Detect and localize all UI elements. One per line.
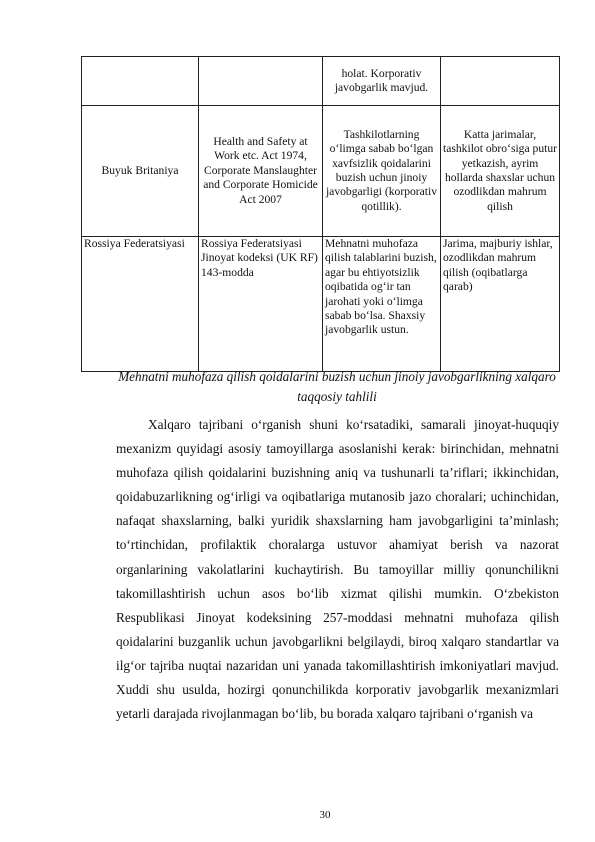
table-cell-country [82, 57, 199, 106]
table-cell-country: Buyuk Britaniya [82, 106, 199, 237]
table-cell-liability: Mehnatni muhofaza qilish talablarini buzish, agar bu ehtiyotsizlik oqibatida ogʻir tan jarohati yoki oʻlimga sabab boʻlsa. Shaxsiy javobgarlik ustun. [323, 237, 441, 372]
comparative-law-table [81, 56, 560, 372]
table-row [82, 106, 560, 237]
table-caption: Mehnatni muhofaza qilish qoidalarini buzish uchun jinoiy javobgarlikning xalqaro taqqosiy tahlili [118, 369, 556, 404]
table-row [82, 57, 560, 106]
table-cell-liability: Tashkilotlarning oʻlimga sabab boʻlgan xavfsizlik qoidalarini buzish uchun jinoiy javobgarligi (korporativ qotillik). [323, 106, 441, 237]
body-paragraph: Xalqaro tajribani oʻrganish shuni koʻrsatadiki, samarali jinoyat-huquqiy mexanizm quyidagi asosiy tamoyillarga asoslanishi kerak: birinchidan, mehnatni muhofaza qilish qoidalarini buzishning aniq va tushunarli taʼriflari; ikkinchidan, qoidabuzarlikning ogʻirligi va oqibatlariga mutanosib jazo choralari; uchinchidan, nafaqat shaxslarning, balki yuridik shaxslarning ham javobgarligini taʼminlash; toʻrtinchidan, profilaktik choralarga ustuvor ahamiyat berish va nazorat organlarining vakolatlarini kuchaytirish. Bu tamoyillar milliy qonunchilikni takomillashtirish uchun asos boʻlib xizmat qilishi mumkin. Oʻzbekiston Respublikasi Jinoyat kodeksining 257-moddasi mehnatni muhofaza qilish qoidalarini buzganlik uchun javobgarlikni belgilaydi, biroq xalqaro standartlar va ilgʻor tajriba nuqtai nazaridan uni yanada takomillashtirish imkoniyatlari mavjud. Xuddi shu usulda, hozirgi qonunchilikda korporativ javobgarlik mexanizmlari yetarli darajada rivojlanmagan boʻlib, bu borada xalqaro tajribani oʻrganish va [116, 417, 559, 722]
table-cell-liability: holat. Korporativ javobgarlik mavjud. [323, 57, 441, 106]
table-cell-sanctions [441, 57, 560, 106]
table-cell-legislation: Rossiya Federatsiyasi Jinoyat kodeksi (UK RF) 143-modda [199, 237, 323, 372]
page-number: 30 [319, 809, 331, 821]
table-cell-sanctions: Katta jarimalar, tashkilot obroʻsiga putur yetkazish, ayrim hollarda shaxslar uchun ozodlikdan mahrum qilish [441, 106, 560, 237]
table-cell-legislation: Health and Safety at Work etc. Act 1974, Corporate Manslaughter and Corporate Homicide Act 2007 [199, 106, 323, 237]
table-cell-legislation [199, 57, 323, 106]
table-cell-sanctions: Jarima, majburiy ishlar, ozodlikdan mahrum qilish (oqibatlarga qarab) [441, 237, 560, 372]
table-row [82, 237, 560, 372]
table-cell-country: Rossiya Federatsiyasi [82, 237, 199, 372]
